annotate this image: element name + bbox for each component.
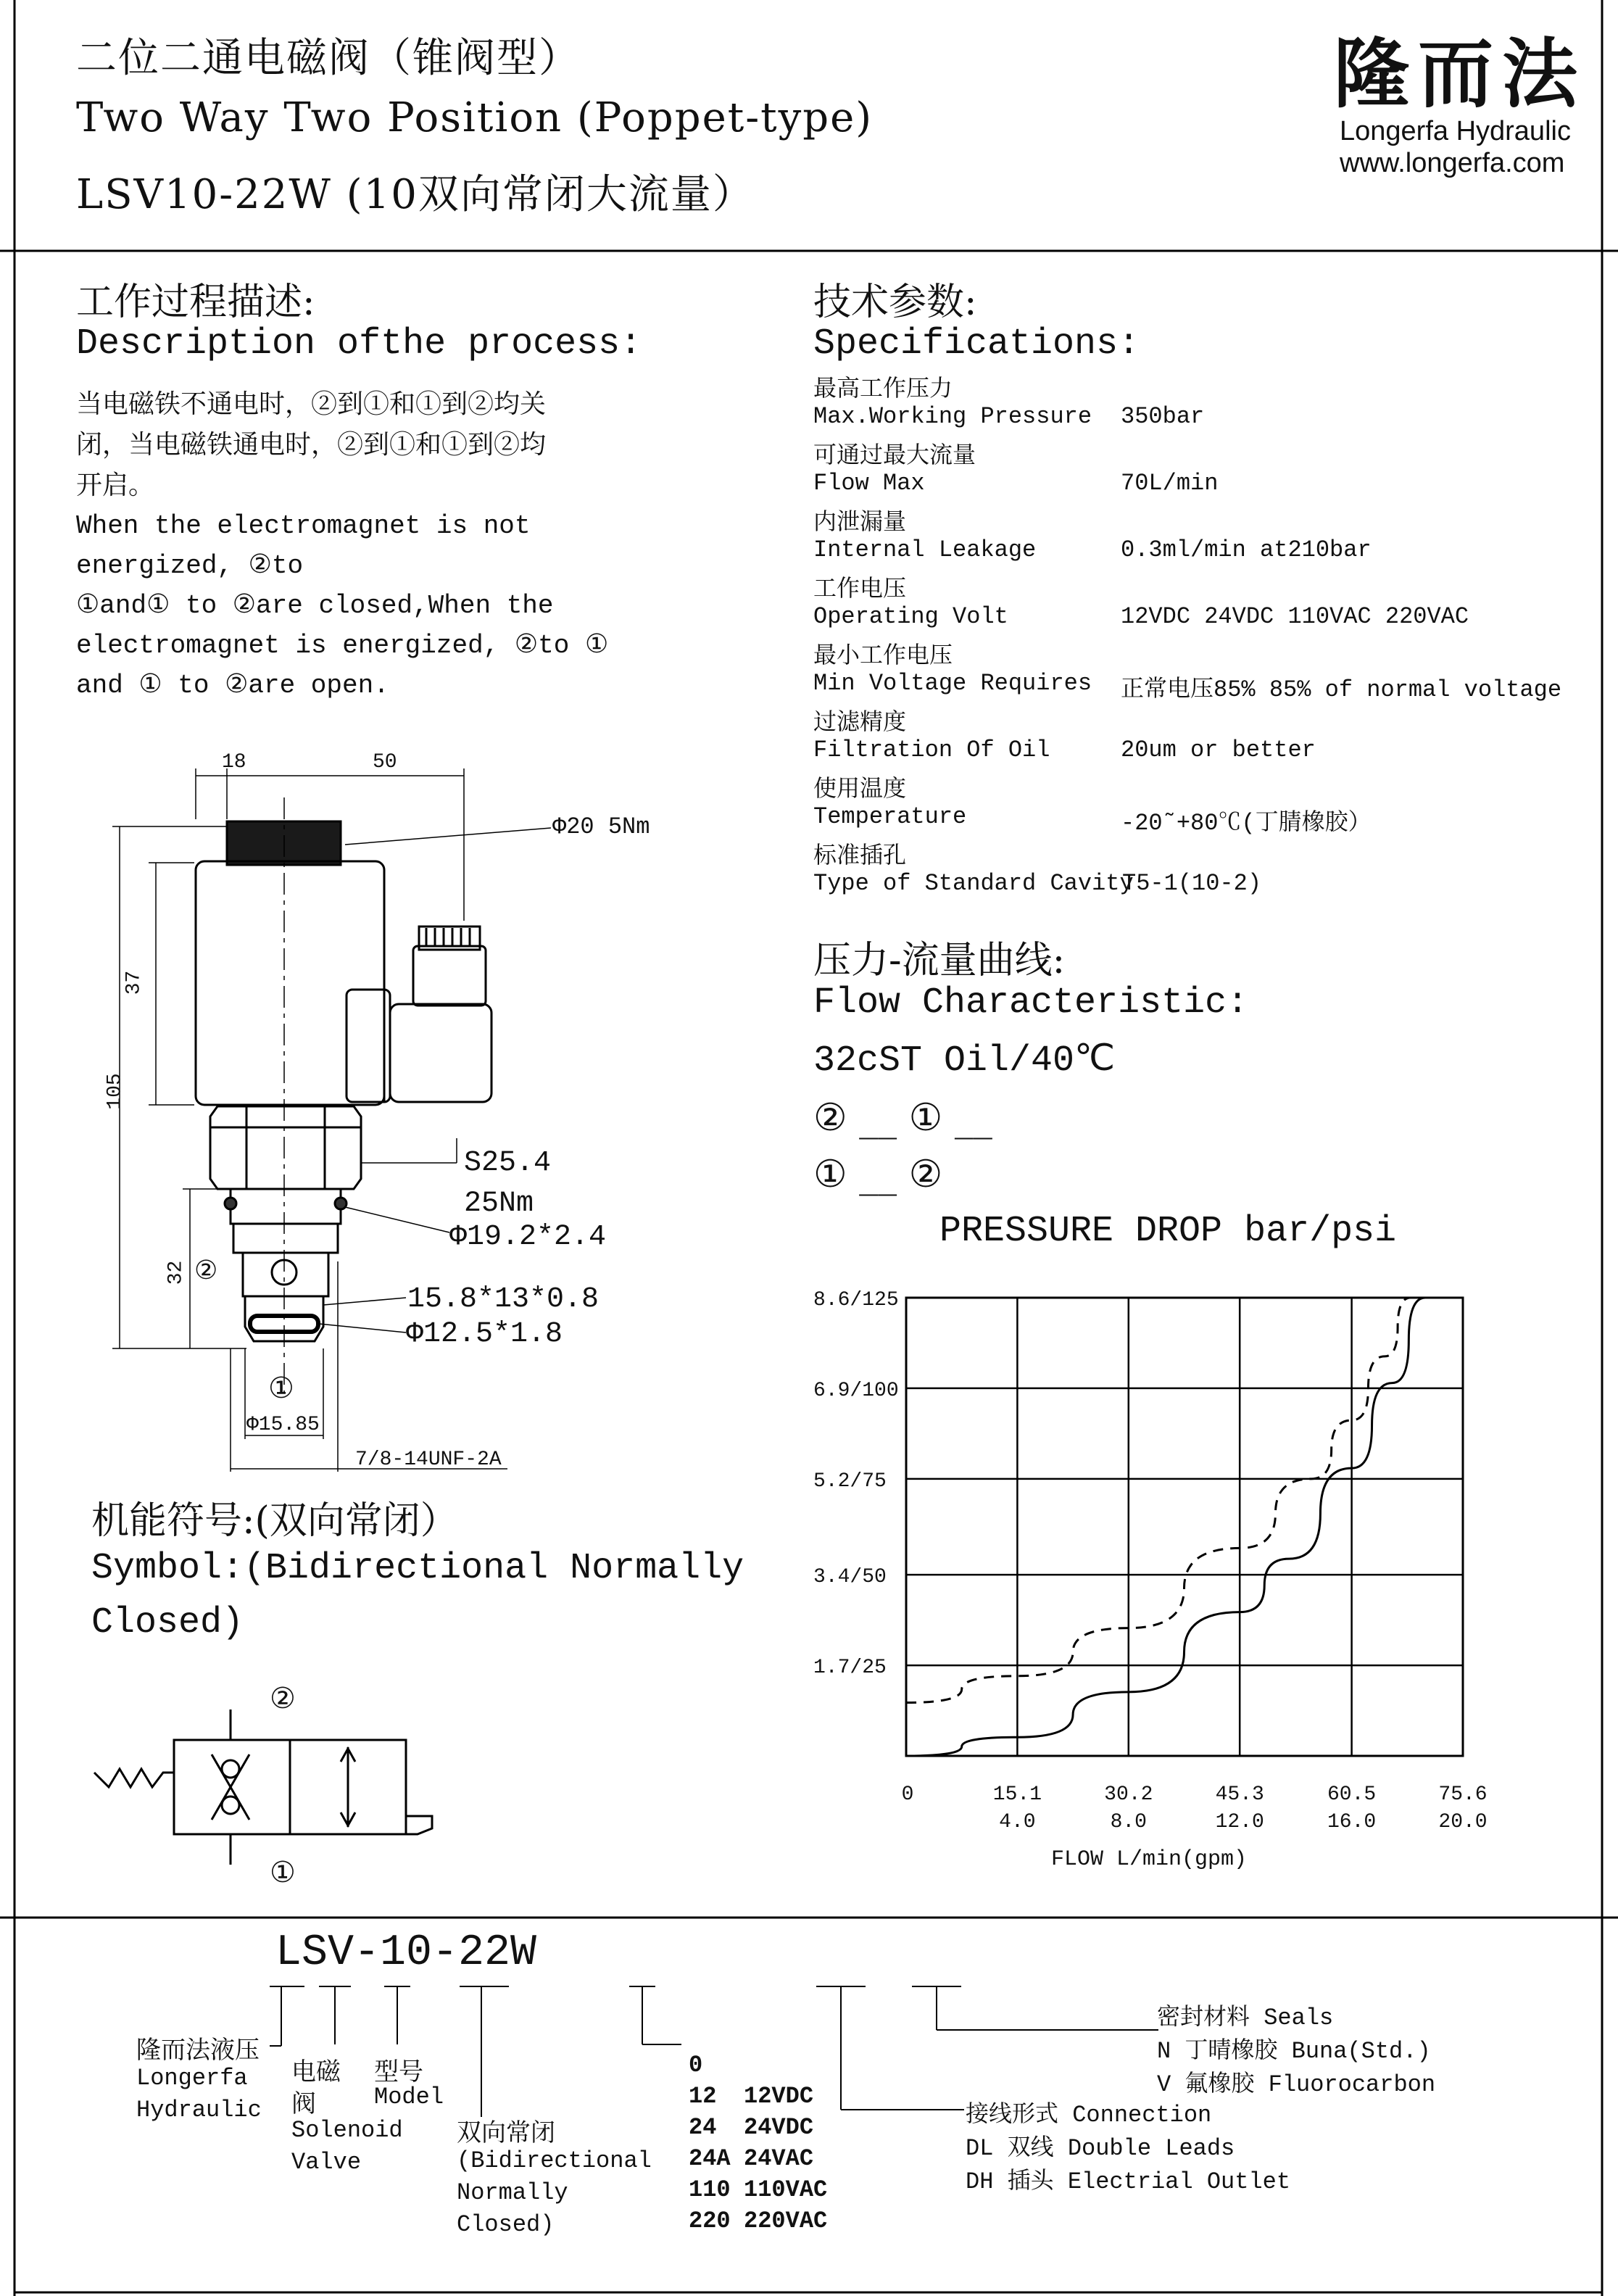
spec-value: 20um or better: [1121, 737, 1316, 763]
chart-x-tick-label-gpm: 8.0: [1110, 1811, 1148, 1833]
hex-size-spec: S25.4: [464, 1147, 552, 1180]
torque-spec: 25Nm: [464, 1188, 534, 1220]
description-en-line-4: electromagnet is energized, ②to ①: [76, 631, 609, 660]
spec-heading-en: Specifications:: [813, 323, 1140, 365]
dim-18: 18: [222, 751, 246, 774]
chart-y-tick-label: 8.6/125: [813, 1289, 899, 1311]
chart-x-tick-label: 15.1: [992, 1783, 1042, 1806]
spec-label-cn: 最小工作电压: [813, 641, 953, 668]
chart-x-tick-label: 45.3: [1215, 1783, 1264, 1806]
brand-url[interactable]: www.longerfa.com: [1340, 148, 1565, 178]
spec-label-en: Temperature: [813, 803, 967, 830]
chart-x-tick-label-gpm: 20.0: [1438, 1811, 1488, 1833]
chart-y-tick-label: 6.9/100: [813, 1379, 899, 1402]
flow-legend-line-1: ② __ ① __: [813, 1096, 992, 1140]
spec-label-en: Flow Max: [813, 470, 925, 497]
description-en-line-1: When the electromagnet is not: [76, 511, 531, 541]
description-en-line-5: and ① to ②are open.: [76, 671, 389, 700]
ordering-bnc-cn: 双向常闭: [457, 2118, 555, 2147]
oring-spec-1: Φ19.2*2.4: [449, 1221, 607, 1253]
spec-label-cn: 过滤精度: [813, 708, 907, 735]
ordering-brand-en-1: Longerfa: [136, 2065, 248, 2092]
ordering-solenoid-en-2: Valve: [291, 2149, 362, 2176]
spec-value: 0.3ml/min at210bar: [1121, 536, 1372, 563]
spec-label-cn: 可通过最大流量: [813, 441, 976, 468]
title-cn: 二位二通电磁阀（锥阀型）: [76, 35, 581, 82]
flow-legend-line-2: ① __ ②: [813, 1153, 943, 1196]
spec-label-cn: 标准插孔: [813, 841, 907, 869]
flow-axis-title: FLOW L/min(gpm): [1051, 1847, 1248, 1872]
symbol-heading-cn: 机能符号:(双向常闭）: [91, 1499, 458, 1543]
ordering-seal-n: N 丁晴橡胶 Buna(Std.): [1157, 2038, 1431, 2065]
description-heading-en: Description ofthe process:: [76, 323, 642, 365]
chart-x-tick-label: 60.5: [1327, 1783, 1377, 1806]
description-cn-line-2: 闭，当电磁铁通电时，②到①和①到②均: [76, 430, 547, 460]
spec-label-en: Type of Standard Cavity: [813, 870, 1134, 897]
spec-label-cn: 工作电压: [813, 574, 907, 602]
chart-y-tick-label: 5.2/75: [813, 1470, 887, 1493]
spec-label-en: Max.Working Pressure: [813, 403, 1092, 430]
chart-x-tick-label-gpm: 12.0: [1215, 1811, 1264, 1833]
voltage-code: 24A: [689, 2145, 731, 2172]
spec-value: 350bar: [1121, 403, 1205, 430]
ordering-solenoid-cn-1: 电磁: [291, 2057, 341, 2086]
symbol-port-1: ①: [270, 1856, 296, 1889]
diameter-spec: Φ15.85: [246, 1414, 320, 1436]
ordering-model-cn: 型号: [374, 2057, 423, 2086]
symbol-port-2: ②: [270, 1682, 296, 1715]
flow-heading-en: Flow Characteristic:: [813, 982, 1249, 1024]
title-en: Two Way Two Position (Poppet-type): [76, 94, 874, 141]
voltage-code: 24: [689, 2114, 717, 2141]
chart-x-tick-label-gpm: 4.0: [999, 1811, 1036, 1833]
spec-value: -20˜+80℃(丁腈橡胶）: [1121, 810, 1372, 837]
ordering-bnc-en-1: (Bidirectional: [457, 2147, 652, 2174]
spec-label-cn: 使用温度: [813, 774, 907, 802]
model-title: LSV10-22W (10双向常闭大流量）: [76, 171, 755, 218]
symbol-heading-en-line-2: Closed): [91, 1602, 244, 1644]
spec-value: 12VDC 24VDC 110VAC 220VAC: [1121, 603, 1469, 630]
voltage-label: 220VAC: [744, 2208, 828, 2234]
ordering-connection-dh: DH 插头 Electrial Outlet: [966, 2168, 1291, 2195]
thread-spec: 7/8-14UNF-2A: [355, 1449, 502, 1471]
ordering-model: LSV-10-22W: [275, 1928, 537, 1978]
spec-value: T5-1(10-2): [1122, 870, 1262, 897]
description-en-line-2: energized, ②to: [76, 551, 304, 581]
spec-value: 正常电压85% 85% of normal voltage: [1121, 676, 1562, 703]
spec-heading-cn: 技术参数:: [813, 281, 977, 324]
ordering-connection-dl: DL 双线 Double Leads: [966, 2135, 1235, 2162]
drawing-port-1-label: ①: [268, 1372, 294, 1405]
dim-105: 105: [104, 1073, 127, 1110]
voltage-code: 12: [689, 2083, 717, 2110]
voltage-code: 0: [689, 2052, 703, 2079]
ordering-model-en: Model: [374, 2084, 444, 2110]
brand-name-en: Longerfa Hydraulic: [1340, 116, 1571, 146]
symbol-heading-en-line-1: Symbol:(Bidirectional Normally: [91, 1548, 744, 1589]
description-en-line-3: ①and① to ②are closed,When the: [76, 591, 554, 621]
ordering-seal-v: V 氟橡胶 Fluorocarbon: [1157, 2071, 1436, 2098]
spec-label-en: Min Voltage Requires: [813, 670, 1092, 697]
drawing-port-2-label: ②: [194, 1256, 218, 1285]
voltage-label: 24VAC: [744, 2145, 814, 2172]
chart-y-tick-label: 1.7/25: [813, 1657, 887, 1680]
flow-oil-condition: 32cST Oil/40℃: [813, 1040, 1116, 1082]
voltage-label: 24VDC: [744, 2114, 814, 2141]
ordering-connection-title: 接线形式 Connection: [966, 2102, 1212, 2129]
dim-32: 32: [165, 1260, 188, 1285]
description-heading-cn: 工作过程描述:: [76, 281, 315, 324]
ordering-solenoid-cn-2: 阀: [291, 2089, 316, 2118]
ordering-brand-cn: 隆而法液压: [136, 2036, 260, 2065]
ordering-solenoid-en-1: Solenoid: [291, 2117, 403, 2144]
spec-label-en: Operating Volt: [813, 603, 1008, 630]
spec-label-en: Internal Leakage: [813, 536, 1037, 563]
spec-label-cn: 内泄漏量: [813, 507, 907, 535]
ordering-bnc-en-2: Normally: [457, 2179, 568, 2206]
flow-heading-cn: 压力-流量曲线:: [813, 939, 1066, 982]
pressure-drop-title: PRESSURE DROP bar/psi: [939, 1211, 1397, 1252]
ordering-brand-en-2: Hydraulic: [136, 2097, 262, 2123]
chart-y-tick-label: 3.4/50: [813, 1566, 887, 1589]
spec-label-cn: 最高工作压力: [813, 374, 953, 402]
oring-spec-2: 15.8*13*0.8: [407, 1283, 600, 1316]
voltage-label: 110VAC: [744, 2176, 828, 2203]
voltage-code: 220: [689, 2208, 731, 2234]
chart-x-tick-label: 30.2: [1104, 1783, 1153, 1806]
dim-50: 50: [373, 751, 397, 774]
coil-nut-spec: Φ20 5Nm: [552, 813, 650, 840]
ordering-bnc-en-3: Closed): [457, 2211, 555, 2238]
voltage-code: 110: [689, 2176, 731, 2203]
voltage-label: 12VDC: [744, 2083, 814, 2110]
spec-label-en: Filtration Of Oil: [813, 737, 1050, 763]
chart-x-tick-label: 0: [901, 1783, 914, 1806]
brand-logo-cn: 隆而法: [1334, 33, 1587, 117]
chart-x-tick-label: 75.6: [1438, 1783, 1488, 1806]
oring-spec-3: Φ12.5*1.8: [406, 1318, 563, 1351]
description-cn-line-1: 当电磁铁不通电时，②到①和①到②均关: [76, 389, 547, 419]
spec-value: 70L/min: [1121, 470, 1219, 497]
chart-x-tick-label-gpm: 16.0: [1327, 1811, 1377, 1833]
dim-37: 37: [123, 970, 146, 995]
ordering-seals-title: 密封材料 Seals: [1157, 2005, 1334, 2031]
description-cn-line-3: 开启。: [76, 471, 155, 500]
